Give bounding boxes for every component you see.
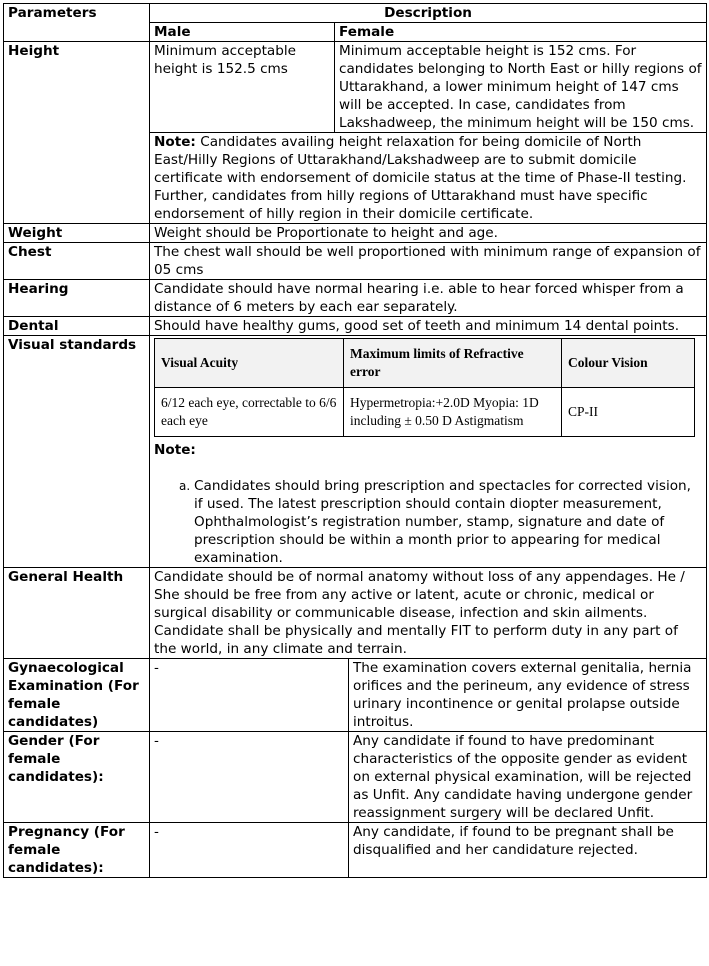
visual-data-row bbox=[155, 388, 695, 437]
visual-colour-value: CP-II bbox=[562, 388, 695, 437]
table-header-row bbox=[4, 4, 707, 23]
param-chest: Chest bbox=[4, 243, 150, 280]
table-row-visual bbox=[4, 336, 707, 568]
visual-cell bbox=[150, 336, 707, 568]
param-weight: Weight bbox=[4, 224, 150, 243]
table-row-pregnancy bbox=[4, 823, 707, 878]
visual-col-refractive: Maximum limits of Refractive error bbox=[344, 339, 562, 388]
table-row-hearing bbox=[4, 280, 707, 317]
gender-text: Any candidate if found to have predominant characteristics of the opposite gender as evident on external physical examination, will be rejected as Unfit. Any candidate having undergone gender reassignment surgery will be declared Unfit. bbox=[349, 732, 707, 823]
table-row-weight bbox=[4, 224, 707, 243]
chest-text: The chest wall should be well proportioned with minimum range of expansion of 05 cms bbox=[150, 243, 707, 280]
medical-standards-table bbox=[3, 3, 707, 878]
height-note bbox=[150, 133, 707, 224]
visual-header-row bbox=[155, 339, 695, 388]
pregnancy-text: Any candidate, if found to be pregnant shall be disqualified and her candidature rejected. bbox=[349, 823, 707, 878]
gynaecological-male: - bbox=[150, 659, 349, 732]
header-male: Male bbox=[150, 23, 335, 42]
param-gynaecological: Gynaecological Examination (For female candidates) bbox=[4, 659, 150, 732]
dental-text: Should have healthy gums, good set of teeth and minimum 14 dental points. bbox=[150, 317, 707, 336]
table-row-gynaecological bbox=[4, 659, 707, 732]
param-gender: Gender (For female candidates): bbox=[4, 732, 150, 823]
header-female: Female bbox=[335, 23, 707, 42]
param-general-health: General Health bbox=[4, 568, 150, 659]
visual-note-a: a. Candidates should bring prescription and spectacles for corrected vision, if used. The latest prescription should contain diopter measurement, Ophthalmologist’s registration number, stamp, signature and date of prescription should be within a month prior to appearing for medical examination. bbox=[194, 477, 702, 567]
header-parameters: Parameters bbox=[4, 4, 150, 42]
medical-standards-document bbox=[3, 3, 706, 878]
table-row-general-health bbox=[4, 568, 707, 659]
visual-col-acuity: Visual Acuity bbox=[155, 339, 344, 388]
param-height: Height bbox=[4, 42, 150, 224]
param-pregnancy: Pregnancy (For female candidates): bbox=[4, 823, 150, 878]
weight-text: Weight should be Proportionate to height and age. bbox=[150, 224, 707, 243]
param-hearing: Hearing bbox=[4, 280, 150, 317]
visual-standards-table bbox=[154, 338, 695, 437]
table-row-height bbox=[4, 42, 707, 133]
param-visual: Visual standards bbox=[4, 336, 150, 568]
visual-refractive-value: Hypermetropia:+2.0D Myopia: 1D including ± 0.50 D Astigmatism bbox=[344, 388, 562, 437]
pregnancy-male: - bbox=[150, 823, 349, 878]
table-row-gender bbox=[4, 732, 707, 823]
visual-note-label: Note: bbox=[154, 442, 196, 458]
table-row-dental bbox=[4, 317, 707, 336]
height-female: Minimum acceptable height is 152 cms. For candidates belonging to North East or hilly regions of Uttarakhand, a lower minimum height of 147 cms will be accepted. In case, candidates from Lakshadweep, the minimum height will be 150 cms. bbox=[335, 42, 707, 133]
param-dental: Dental bbox=[4, 317, 150, 336]
header-description: Description bbox=[150, 4, 707, 23]
height-note-text: Candidates availing height relaxation for being domicile of North East/Hilly Regions of Uttarakhand/Lakshadweep are to submit domicile certificate with endorsement of domicile status at the time of Phase-II testing. Further, candidates from hilly regions of Uttarakhand must have specific endorsement of hilly region in their domicile certificate. bbox=[154, 134, 687, 222]
gynaecological-text: The examination covers external genitalia, hernia orifices and the perineum, any evidence of stress urinary incontinence or genital prolapse outside introitus. bbox=[349, 659, 707, 732]
visual-acuity-value: 6/12 each eye, correctable to 6/6 each eye bbox=[155, 388, 344, 437]
height-male: Minimum acceptable height is 152.5 cms bbox=[150, 42, 335, 133]
table-row-chest bbox=[4, 243, 707, 280]
hearing-text: Candidate should have normal hearing i.e. able to hear forced whisper from a distance of 6 meters by each ear separately. bbox=[150, 280, 707, 317]
height-note-label: Note: bbox=[154, 134, 196, 150]
visual-note-list bbox=[154, 477, 702, 567]
gender-male: - bbox=[150, 732, 349, 823]
visual-col-colour: Colour Vision bbox=[562, 339, 695, 388]
general-health-text: Candidate should be of normal anatomy without loss of any appendages. He / She should be free from any active or latent, acute or chronic, medical or surgical disability or communicable disease, infection and skin ailments. Candidate shall be physically and mentally FIT to perform duty in any part of the world, in any climate and terrain. bbox=[150, 568, 707, 659]
